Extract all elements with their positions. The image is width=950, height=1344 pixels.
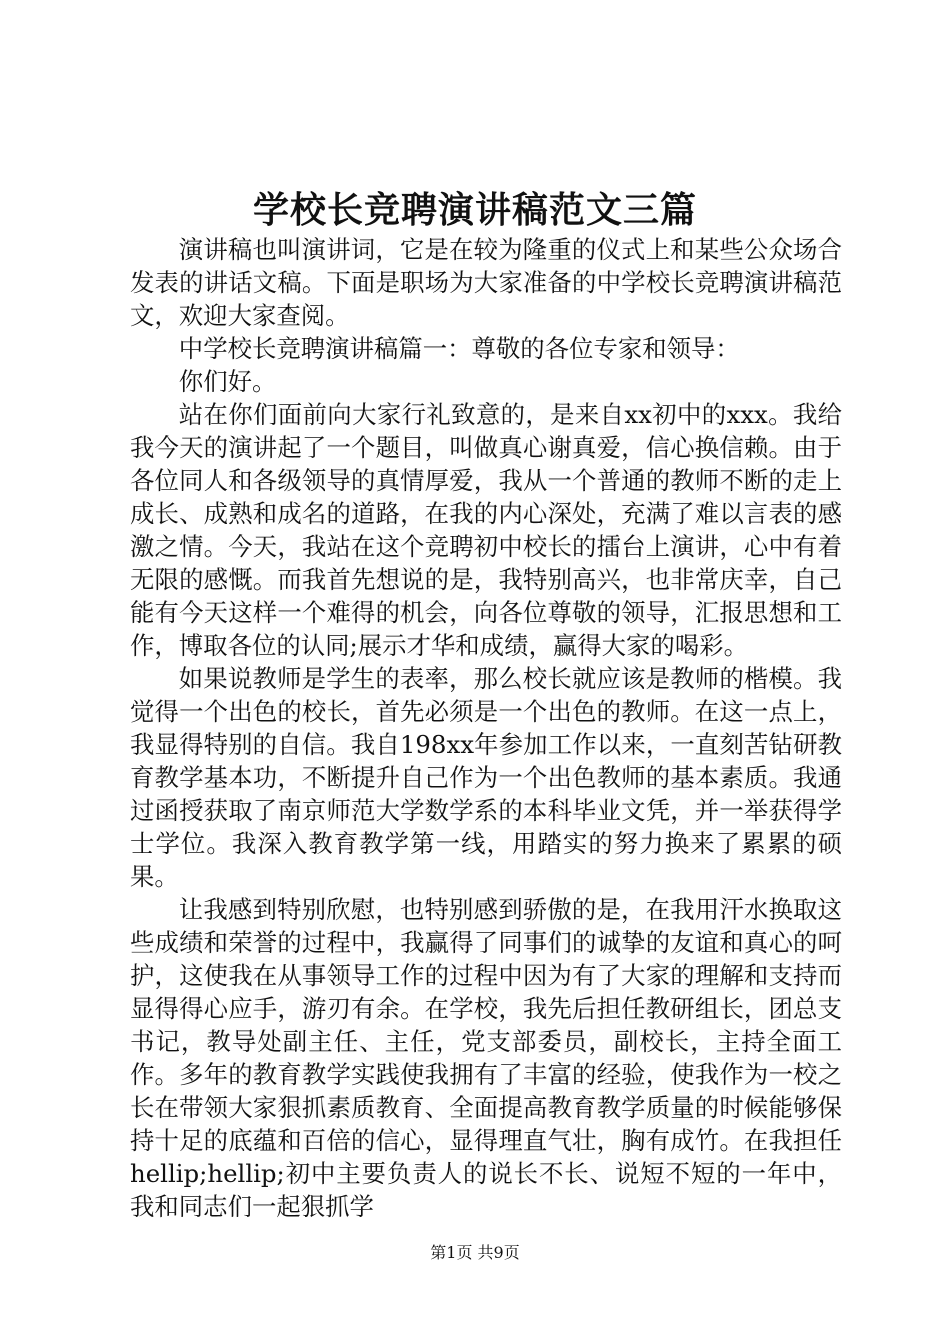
paragraph-heading: 中学校长竞聘演讲稿篇一：尊敬的各位专家和领导： <box>178 334 740 363</box>
page-number-footer: 第1页 共9页 <box>430 1243 520 1262</box>
paragraph-intro: 演讲稿也叫演讲词，它是在较为隆重的仪式上和某些公众场合发表的讲话文稿。下面是职场为大家准备的中学校长竞聘演讲稿范文，欢迎大家查阅。 <box>130 235 842 330</box>
paragraph-greeting: 你们好。 <box>178 367 277 396</box>
paragraph: 站在你们面前向大家行礼致意的，是来自xx初中的xxx。我给我今天的演讲起了一个题目，叫做真心谢真爱，信心换信赖。由于各位同人和各级领导的真情厚爱，我从一个普通的教师不断的走上成长、成熟和成名的道路，在我的内心深处，充满了难以言表的感激之情。今天，我站在这个竞聘初中校长的擂台上演讲，心中有着无限的感慨。而我首先想说的是，我特别高兴，也非常庆幸，自己能有今天这样一个难得的机会，向各位尊敬的领导，汇报思想和工作，博取各位的认同;展示才华和成绩，赢得大家的喝彩。 <box>130 400 842 660</box>
document-title: 学校长竞聘演讲稿范文三篇 <box>252 189 697 231</box>
paragraph: 如果说教师是学生的表率，那么校长就应该是教师的楷模。我觉得一个出色的校长，首先必须是一个出色的教师。在这一点上，我显得特别的自信。我自198xx年参加工作以来，一直刻苦钻研教育教学基本功，不断提升自己作为一个出色教师的基本素质。我通过函授获取了南京师范大学数学系的本科毕业文凭，并一举获得学士学位。我深入教育教学第一线，用踏实的努力换来了累累的硕果。 <box>130 664 842 891</box>
document-body <box>130 233 842 1223</box>
paragraph: 让我感到特别欣慰，也特别感到骄傲的是，在我用汗水换取这些成绩和荣誉的过程中，我赢得了同事们的诚挚的友谊和真心的呵护，这使我在从事领导工作的过程中因为有了大家的理解和支持而显得得心应手，游刃有余。在学校，我先后担任教研组长，团总支书记，教导处副主任、主任，党支部委员，副校长，主持全面工作。多年的教育教学实践使我拥有了丰富的经验，使我作为一校之长在带领大家狠抓素质教育、全面提高教育教学质量的时候能够保持十足的底蕴和百倍的信心，显得理直气壮，胸有成竹。在我担任hellip;hellip;初中主要负责人的说长不长、说短不短的一年中，我和同志们一起狠抓学 <box>130 895 842 1221</box>
